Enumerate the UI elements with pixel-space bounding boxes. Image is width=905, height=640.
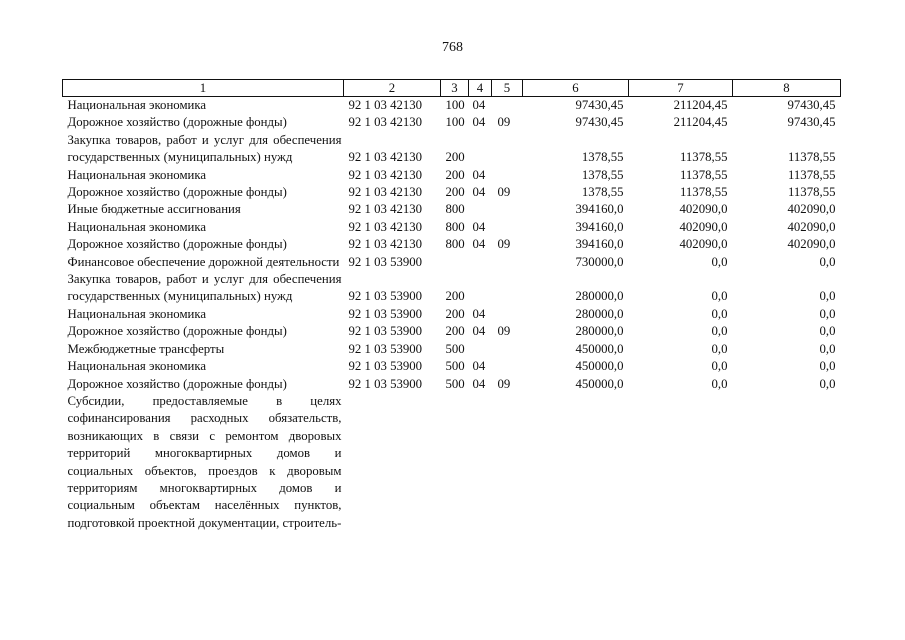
expense-type-cell: 200 [445, 150, 465, 165]
target-code-cell: 92 1 03 42130 [348, 98, 423, 112]
column-header-4: 4 [469, 80, 492, 97]
section-cell [469, 132, 492, 167]
table-row [63, 341, 841, 358]
expense-type-cell: 800 [445, 237, 465, 252]
table-row [63, 376, 841, 393]
subsection-cell [492, 201, 523, 218]
amount-col7-cell: 402090,0 [679, 202, 728, 217]
column-header-1: 1 [63, 80, 344, 97]
target-code-cell: 92 1 03 53900 [348, 254, 423, 269]
section-cell: 04 [472, 376, 486, 391]
target-code-cell: 92 1 03 42130 [348, 150, 423, 165]
amount-col7-cell: 0,0 [711, 324, 728, 339]
subsection-cell [492, 132, 523, 167]
expense-type-cell [441, 393, 469, 532]
amount-col7-cell: 0,0 [711, 376, 728, 391]
table-row [63, 219, 841, 236]
item-name-cell: Межбюджетные трансферты [67, 341, 225, 356]
subsection-cell [492, 358, 523, 375]
amount-col8-cell: 0,0 [819, 324, 836, 339]
amount-col7-cell: 11378,55 [679, 150, 728, 165]
expense-type-cell: 200 [445, 167, 465, 182]
item-name-cell: Национальная экономика [67, 98, 207, 112]
target-code-cell: 92 1 03 53900 [348, 306, 423, 321]
expense-type-cell: 800 [445, 219, 465, 234]
item-name-cell: Национальная экономика [67, 306, 207, 321]
table-row [63, 236, 841, 253]
amount-col6-cell: 280000,0 [575, 289, 624, 304]
section-cell [469, 393, 492, 532]
table-row [63, 393, 841, 532]
amount-col7-cell: 0,0 [711, 306, 728, 321]
amount-col6-cell: 97430,45 [575, 115, 624, 130]
target-code-cell: 92 1 03 53900 [348, 376, 423, 391]
target-code-cell [344, 393, 441, 532]
subsection-cell [492, 97, 523, 115]
item-name-cell: Дорожное хозяйство (дорожные фонды) [67, 237, 287, 252]
subsection-cell: 09 [497, 185, 511, 200]
item-name-cell: Национальная экономика [67, 219, 207, 234]
section-cell [469, 271, 492, 306]
table-row [63, 323, 841, 340]
expense-type-cell: 200 [445, 306, 465, 321]
expense-type-cell: 100 [445, 98, 465, 112]
table-body [63, 97, 841, 533]
amount-col8-cell: 0,0 [819, 341, 836, 356]
amount-col8-cell: 402090,0 [787, 219, 836, 234]
column-header-5: 5 [492, 80, 523, 97]
subsection-cell: 09 [497, 324, 511, 339]
page-number: 768 [442, 40, 463, 55]
amount-col6-cell: 450000,0 [575, 359, 624, 374]
amount-col7-cell: 0,0 [711, 289, 728, 304]
subsection-cell [492, 271, 523, 306]
subsection-cell: 09 [497, 115, 511, 130]
subsection-cell [492, 254, 523, 271]
table-row [63, 271, 841, 306]
section-cell: 04 [472, 185, 486, 200]
amount-col6-cell: 280000,0 [575, 324, 624, 339]
expense-type-cell: 800 [445, 202, 465, 217]
amount-col6-cell: 450000,0 [575, 341, 624, 356]
section-cell: 04 [472, 115, 486, 130]
expense-type-cell: 200 [445, 185, 465, 200]
expense-type-cell [441, 254, 469, 271]
amount-col7-cell: 0,0 [711, 341, 728, 356]
table-row [63, 167, 841, 184]
amount-col8-cell: 402090,0 [787, 237, 836, 252]
amount-col8-cell: 97430,45 [787, 115, 836, 130]
subsection-cell [492, 341, 523, 358]
table-row [63, 184, 841, 201]
target-code-cell: 92 1 03 42130 [348, 202, 423, 217]
expense-type-cell: 500 [445, 341, 465, 356]
amount-col6-cell: 394160,0 [575, 202, 624, 217]
amount-col8-cell: 0,0 [819, 254, 836, 269]
amount-col8-cell: 11378,55 [787, 167, 836, 182]
target-code-cell: 92 1 03 53900 [348, 324, 423, 339]
amount-col6-cell: 394160,0 [575, 219, 624, 234]
section-cell [469, 254, 492, 271]
section-cell [469, 341, 492, 358]
item-name-cell: Дорожное хозяйство (дорожные фонды) [67, 115, 287, 130]
amount-col8-cell: 0,0 [819, 306, 836, 321]
table-row [63, 254, 841, 271]
amount-col7-cell: 11378,55 [679, 185, 728, 200]
table-row [63, 114, 841, 131]
amount-col6-cell: 1378,55 [581, 167, 624, 182]
column-header-2: 2 [344, 80, 441, 97]
amount-col7-cell: 0,0 [711, 359, 728, 374]
column-header-8: 8 [733, 80, 841, 97]
item-name-cell: Национальная экономика [67, 359, 207, 374]
item-name-cell: Закупка товаров, работ и услуг для обеспечения государственных (муниципальных) нужд [67, 272, 342, 304]
subsection-cell [492, 393, 523, 532]
column-header-3: 3 [441, 80, 469, 97]
amount-col7-cell: 11378,55 [679, 167, 728, 182]
target-code-cell: 92 1 03 53900 [348, 341, 423, 356]
amount-col7-cell: 211204,45 [673, 98, 728, 112]
amount-col6-cell: 394160,0 [575, 237, 624, 252]
amount-col8-cell [733, 393, 841, 532]
amount-col7-cell [629, 393, 733, 532]
subsection-cell [492, 167, 523, 184]
amount-col7-cell: 211204,45 [673, 115, 728, 130]
section-cell: 04 [472, 167, 486, 182]
amount-col8-cell: 0,0 [819, 289, 836, 304]
item-name-cell: Дорожное хозяйство (дорожные фонды) [67, 185, 287, 200]
expense-type-cell: 100 [445, 115, 465, 130]
amount-col6-cell: 97430,45 [575, 98, 624, 112]
subsection-cell: 09 [497, 237, 511, 252]
amount-col6-cell [523, 393, 629, 532]
item-name-cell: Субсидии, предоставляемые в целях софинансирования расходных обязательств, возникающих в связи с ремонтом дворовых территорий многоквартирных домов и социальных объектов, проездов к дворовым территориям многоквартирных домов и социальным объектам населённых пунктов, подготовкой проектной документации, строитель- [67, 393, 342, 530]
item-name-cell: Дорожное хозяйство (дорожные фонды) [67, 324, 287, 339]
target-code-cell: 92 1 03 53900 [348, 359, 423, 374]
table-row [63, 306, 841, 323]
amount-col6-cell: 1378,55 [581, 185, 624, 200]
item-name-cell: Национальная экономика [67, 167, 207, 182]
amount-col6-cell: 730000,0 [575, 254, 624, 269]
amount-col6-cell: 450000,0 [575, 376, 624, 391]
column-header-7: 7 [629, 80, 733, 97]
item-name-cell: Иные бюджетные ассигнования [67, 202, 241, 217]
section-cell: 04 [472, 219, 486, 234]
subsection-cell: 09 [497, 376, 511, 391]
target-code-cell: 92 1 03 42130 [348, 219, 423, 234]
amount-col7-cell: 402090,0 [679, 219, 728, 234]
amount-col8-cell: 11378,55 [787, 185, 836, 200]
column-header-6: 6 [523, 80, 629, 97]
table-row [63, 201, 841, 218]
expense-type-cell: 200 [445, 324, 465, 339]
table-row [63, 132, 841, 167]
target-code-cell: 92 1 03 42130 [348, 115, 423, 130]
item-name-cell: Финансовое обеспечение дорожной деятельности [67, 254, 340, 269]
section-cell: 04 [472, 324, 486, 339]
section-cell: 04 [472, 237, 486, 252]
target-code-cell: 92 1 03 42130 [348, 237, 423, 252]
section-cell: 04 [472, 98, 486, 112]
column-number-header-row [63, 80, 841, 97]
amount-col6-cell: 280000,0 [575, 306, 624, 321]
section-cell: 04 [472, 359, 486, 374]
amount-col7-cell: 0,0 [711, 254, 728, 269]
amount-col8-cell: 402090,0 [787, 202, 836, 217]
section-cell [469, 201, 492, 218]
expense-type-cell: 200 [445, 289, 465, 304]
amount-col8-cell: 0,0 [819, 376, 836, 391]
target-code-cell: 92 1 03 42130 [348, 185, 423, 200]
amount-col8-cell: 0,0 [819, 359, 836, 374]
expense-type-cell: 500 [445, 359, 465, 374]
amount-col7-cell: 402090,0 [679, 237, 728, 252]
amount-col8-cell: 11378,55 [787, 150, 836, 165]
expense-type-cell: 500 [445, 376, 465, 391]
amount-col6-cell: 1378,55 [581, 150, 624, 165]
target-code-cell: 92 1 03 53900 [348, 289, 423, 304]
item-name-cell: Закупка товаров, работ и услуг для обеспечения государственных (муниципальных) нужд [67, 132, 342, 165]
subsection-cell [492, 306, 523, 323]
section-cell: 04 [472, 306, 486, 321]
amount-col8-cell: 97430,45 [787, 98, 836, 112]
budget-table [62, 79, 841, 532]
table-row [63, 358, 841, 375]
item-name-cell: Дорожное хозяйство (дорожные фонды) [67, 376, 287, 391]
target-code-cell: 92 1 03 42130 [348, 167, 423, 182]
table-row [63, 97, 841, 115]
subsection-cell [492, 219, 523, 236]
